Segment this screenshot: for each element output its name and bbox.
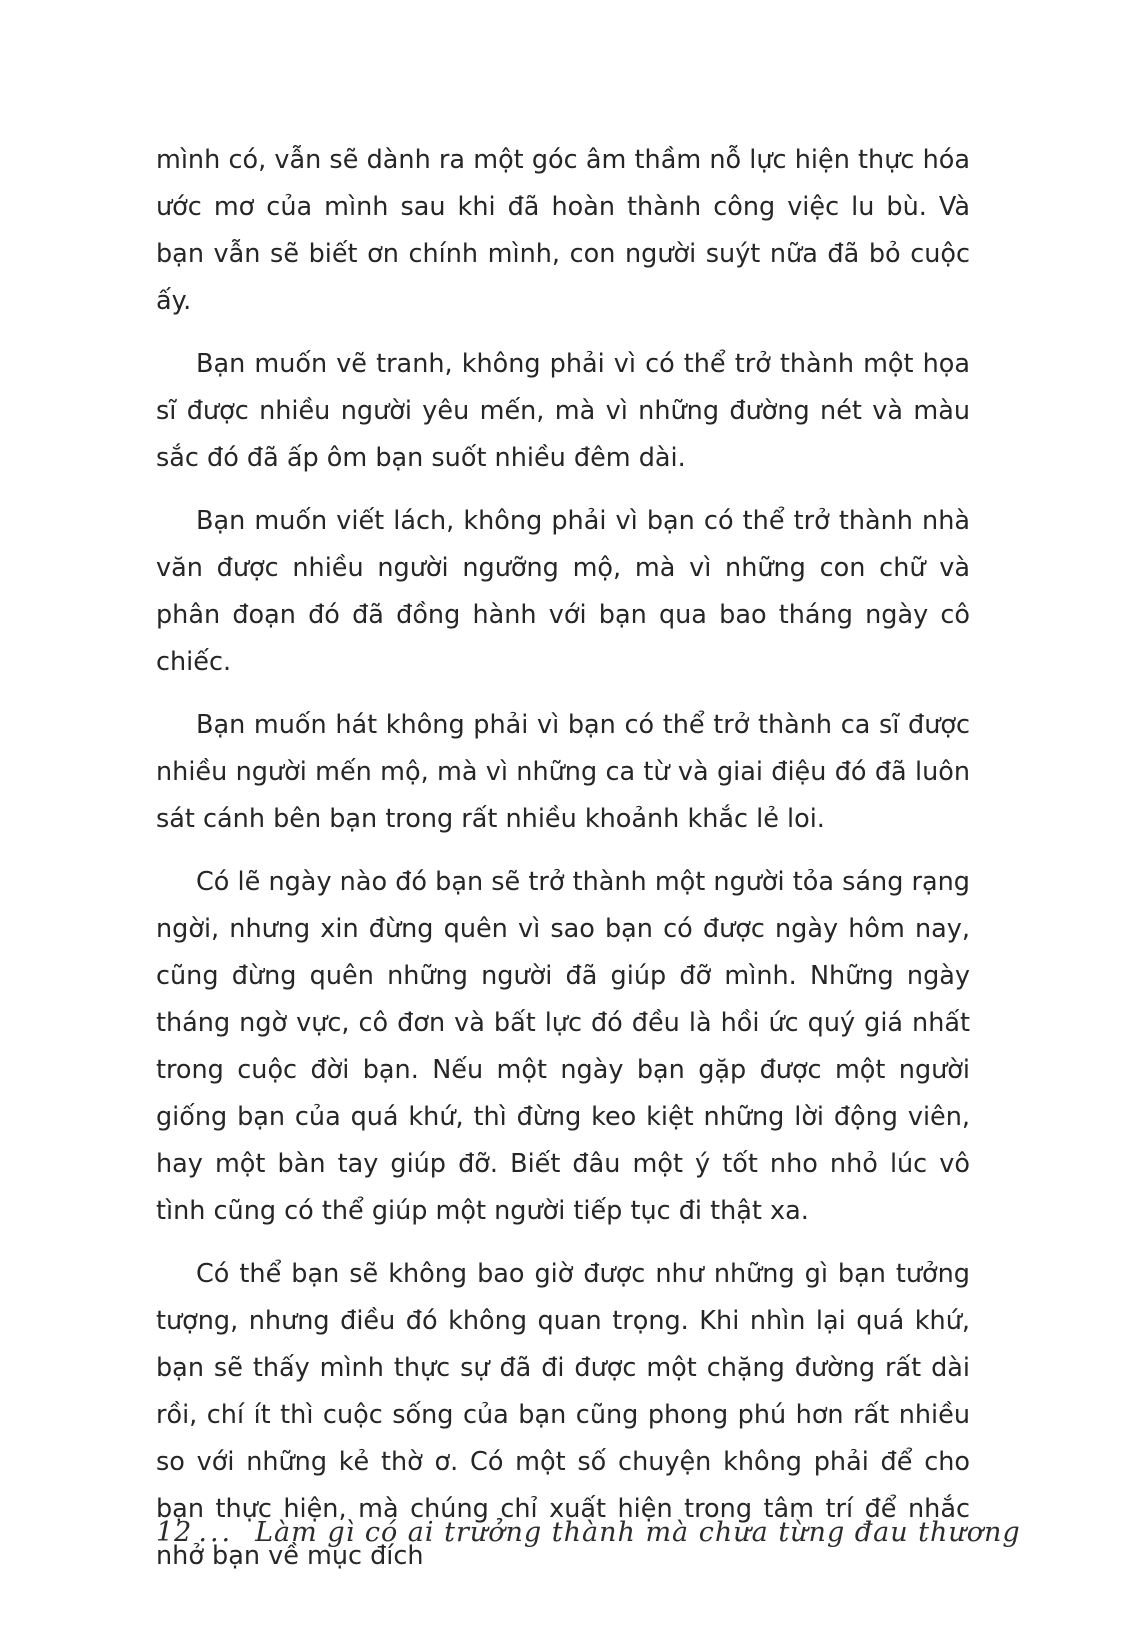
book-title: Làm gì có ai trưởng thành mà chưa từng đau thương xyxy=(255,1516,1021,1548)
paragraph-4: Bạn muốn hát không phải vì bạn có thể trở thành ca sĩ được nhiều người mến mộ, mà vì những ca từ và giai điệu đó đã luôn sát cánh bên bạn trong rất nhiều khoảnh khắc lẻ loi. xyxy=(156,710,970,834)
paragraph-1: mình có, vẫn sẽ dành ra một góc âm thầm nỗ lực hiện thực hóa ước mơ của mình sau khi đã hoàn thành công việc lu bù. Và bạn vẫn sẽ biết ơn chính mình, con người suýt nữa đã bỏ cuộc ấy. xyxy=(156,145,970,316)
page-number: 12 xyxy=(156,1516,193,1548)
paragraph-2: Bạn muốn vẽ tranh, không phải vì có thể trở thành một họa sĩ được nhiều người yêu mến, mà vì những đường nét và màu sắc đó đã ấp ôm bạn suốt nhiều đêm dài. xyxy=(156,349,970,473)
paragraph-3: Bạn muốn viết lách, không phải vì bạn có thể trở thành nhà văn được nhiều người ngưỡng mộ, mà vì những con chữ và phân đoạn đó đã đồng hành với bạn qua bao tháng ngày cô chiếc. xyxy=(156,506,970,677)
page-footer xyxy=(156,1508,1021,1556)
body-text xyxy=(156,137,970,1596)
footer-separator: ... xyxy=(198,1516,234,1548)
paragraph-6: Có thể bạn sẽ không bao giờ được như những gì bạn tưởng tượng, nhưng điều đó không quan trọng. Khi nhìn lại quá khứ, bạn sẽ thấy mình thực sự đã đi được một chặng đường rất dài rồi, chí ít thì cuộc sống của bạn cũng phong phú hơn rất nhiều so với những kẻ thờ ơ. Có một số chuyện không phải để cho bạn thực hiện, mà chúng chỉ xuất hiện trong tâm trí để nhắc nhở bạn về mục đích xyxy=(156,1259,970,1571)
paragraph-5: Có lẽ ngày nào đó bạn sẽ trở thành một người tỏa sáng rạng ngời, nhưng xin đừng quên vì sao bạn có được ngày hôm nay, cũng đừng quên những người đã giúp đỡ mình. Những ngày tháng ngờ vực, cô đơn và bất lực đó đều là hồi ức quý giá nhất trong cuộc đời bạn. Nếu một ngày bạn gặp được một người giống bạn của quá khứ, thì đừng keo kiệt những lời động viên, hay một bàn tay giúp đỡ. Biết đâu một ý tốt nho nhỏ lúc vô tình cũng có thể giúp một người tiếp tục đi thật xa. xyxy=(156,867,970,1226)
